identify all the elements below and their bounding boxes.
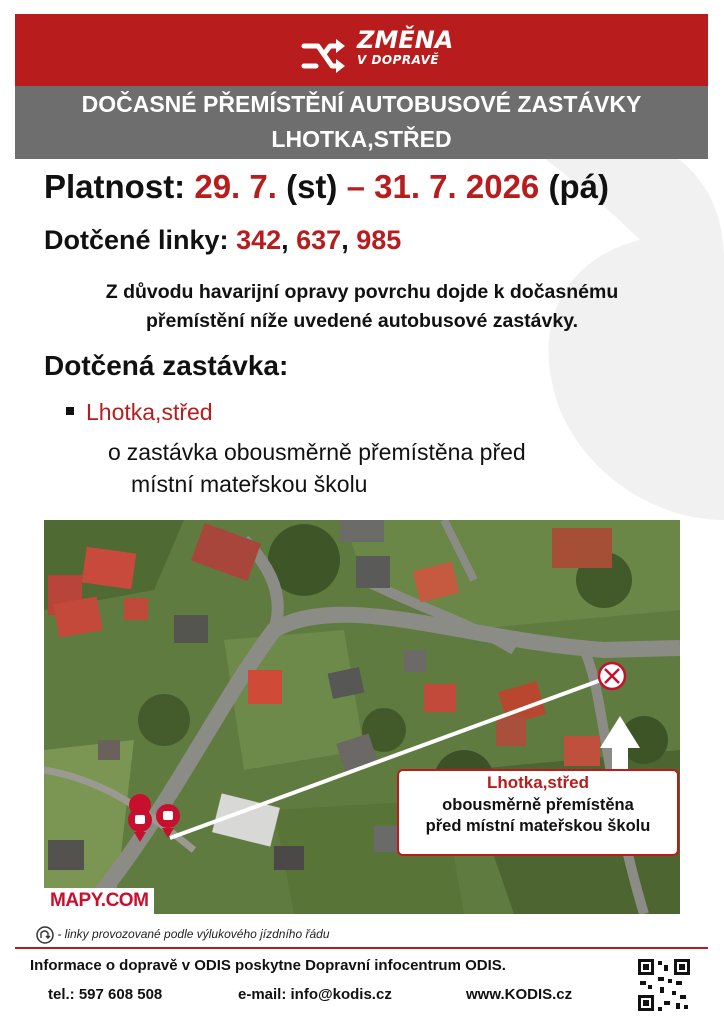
stop-detail-line1: zastávka obousměrně přemístěna před: [126, 439, 526, 465]
affected-lines-label: Dotčené linky:: [44, 225, 229, 255]
footer-web-link[interactable]: www.KODIS.cz: [466, 986, 573, 1003]
validity-to-day: (pá): [548, 168, 609, 205]
notice-title: [15, 86, 708, 159]
callout-title: Lhotka,střed: [486, 773, 590, 792]
affected-stop-heading: Dotčená zastávka:: [44, 350, 289, 381]
legend: [36, 926, 330, 944]
notice-title-line2: LHOTKA,STŘED: [271, 126, 452, 152]
reason-text: [30, 278, 694, 336]
map-callout: [397, 769, 679, 856]
top-banner: [15, 14, 708, 86]
route-change-icon: [300, 36, 348, 76]
validity: [44, 168, 609, 206]
stop-detail-line2: místní mateřskou školu: [131, 471, 368, 497]
validity-dash: –: [346, 168, 365, 205]
reason-line2: přemístění níže uvedené autobusové zastávky.: [145, 310, 579, 332]
footer-divider: [15, 947, 708, 949]
reason-line1: Z důvodu havarijní opravy povrchu dojde k dočasnému: [105, 281, 619, 303]
square-bullet-icon: [66, 407, 74, 415]
stop-detail: [108, 436, 668, 500]
legend-text: - linky provozované podle výlukového jízdního řádu: [57, 927, 330, 942]
footer-email[interactable]: e-mail: info@kodis.cz: [238, 986, 392, 1003]
affected-stop-item: [66, 399, 213, 426]
footer-phone[interactable]: tel.: 597 608 508: [48, 986, 163, 1003]
circle-bullet-icon: o: [108, 439, 121, 465]
mapy-logo-text: MAPY.COM: [50, 890, 149, 911]
replacement-timetable-icon: [36, 926, 54, 944]
new-stop-marker-icon: [128, 808, 152, 842]
new-stop-marker-icon: [156, 804, 180, 838]
callout-line2: před místní mateřskou školu: [425, 817, 651, 835]
line-number: 637: [296, 225, 342, 255]
validity-from-day: (st): [286, 168, 338, 205]
line-number: 985: [356, 225, 402, 255]
affected-lines: Dotčené linky: 342, 637, 985: [44, 225, 402, 255]
validity-from-date: 29. 7.: [194, 168, 277, 205]
banner-title-line1: ZMĚNA: [357, 26, 454, 54]
banner-title-line2: V DOPRAVĚ: [357, 53, 440, 67]
banner-title: [357, 28, 453, 66]
callout-line1: obousměrně přemístěna: [442, 796, 634, 814]
validity-label: Platnost:: [44, 168, 186, 205]
notice-title-line1: DOČASNÉ PŘEMÍSTĚNÍ AUTOBUSOVÉ ZASTÁVKY: [81, 91, 642, 117]
footer-info: Informace o dopravě v ODIS poskytne Dopravní infocentrum ODIS.: [30, 957, 506, 974]
stop-name: Lhotka,střed: [86, 399, 213, 425]
validity-to-date: 31. 7. 2026: [374, 168, 540, 205]
line-number: 342: [236, 225, 282, 255]
qr-code-icon[interactable]: [636, 957, 692, 1013]
mapy-logo: [44, 888, 154, 914]
cancelled-stop-icon: [599, 663, 625, 689]
